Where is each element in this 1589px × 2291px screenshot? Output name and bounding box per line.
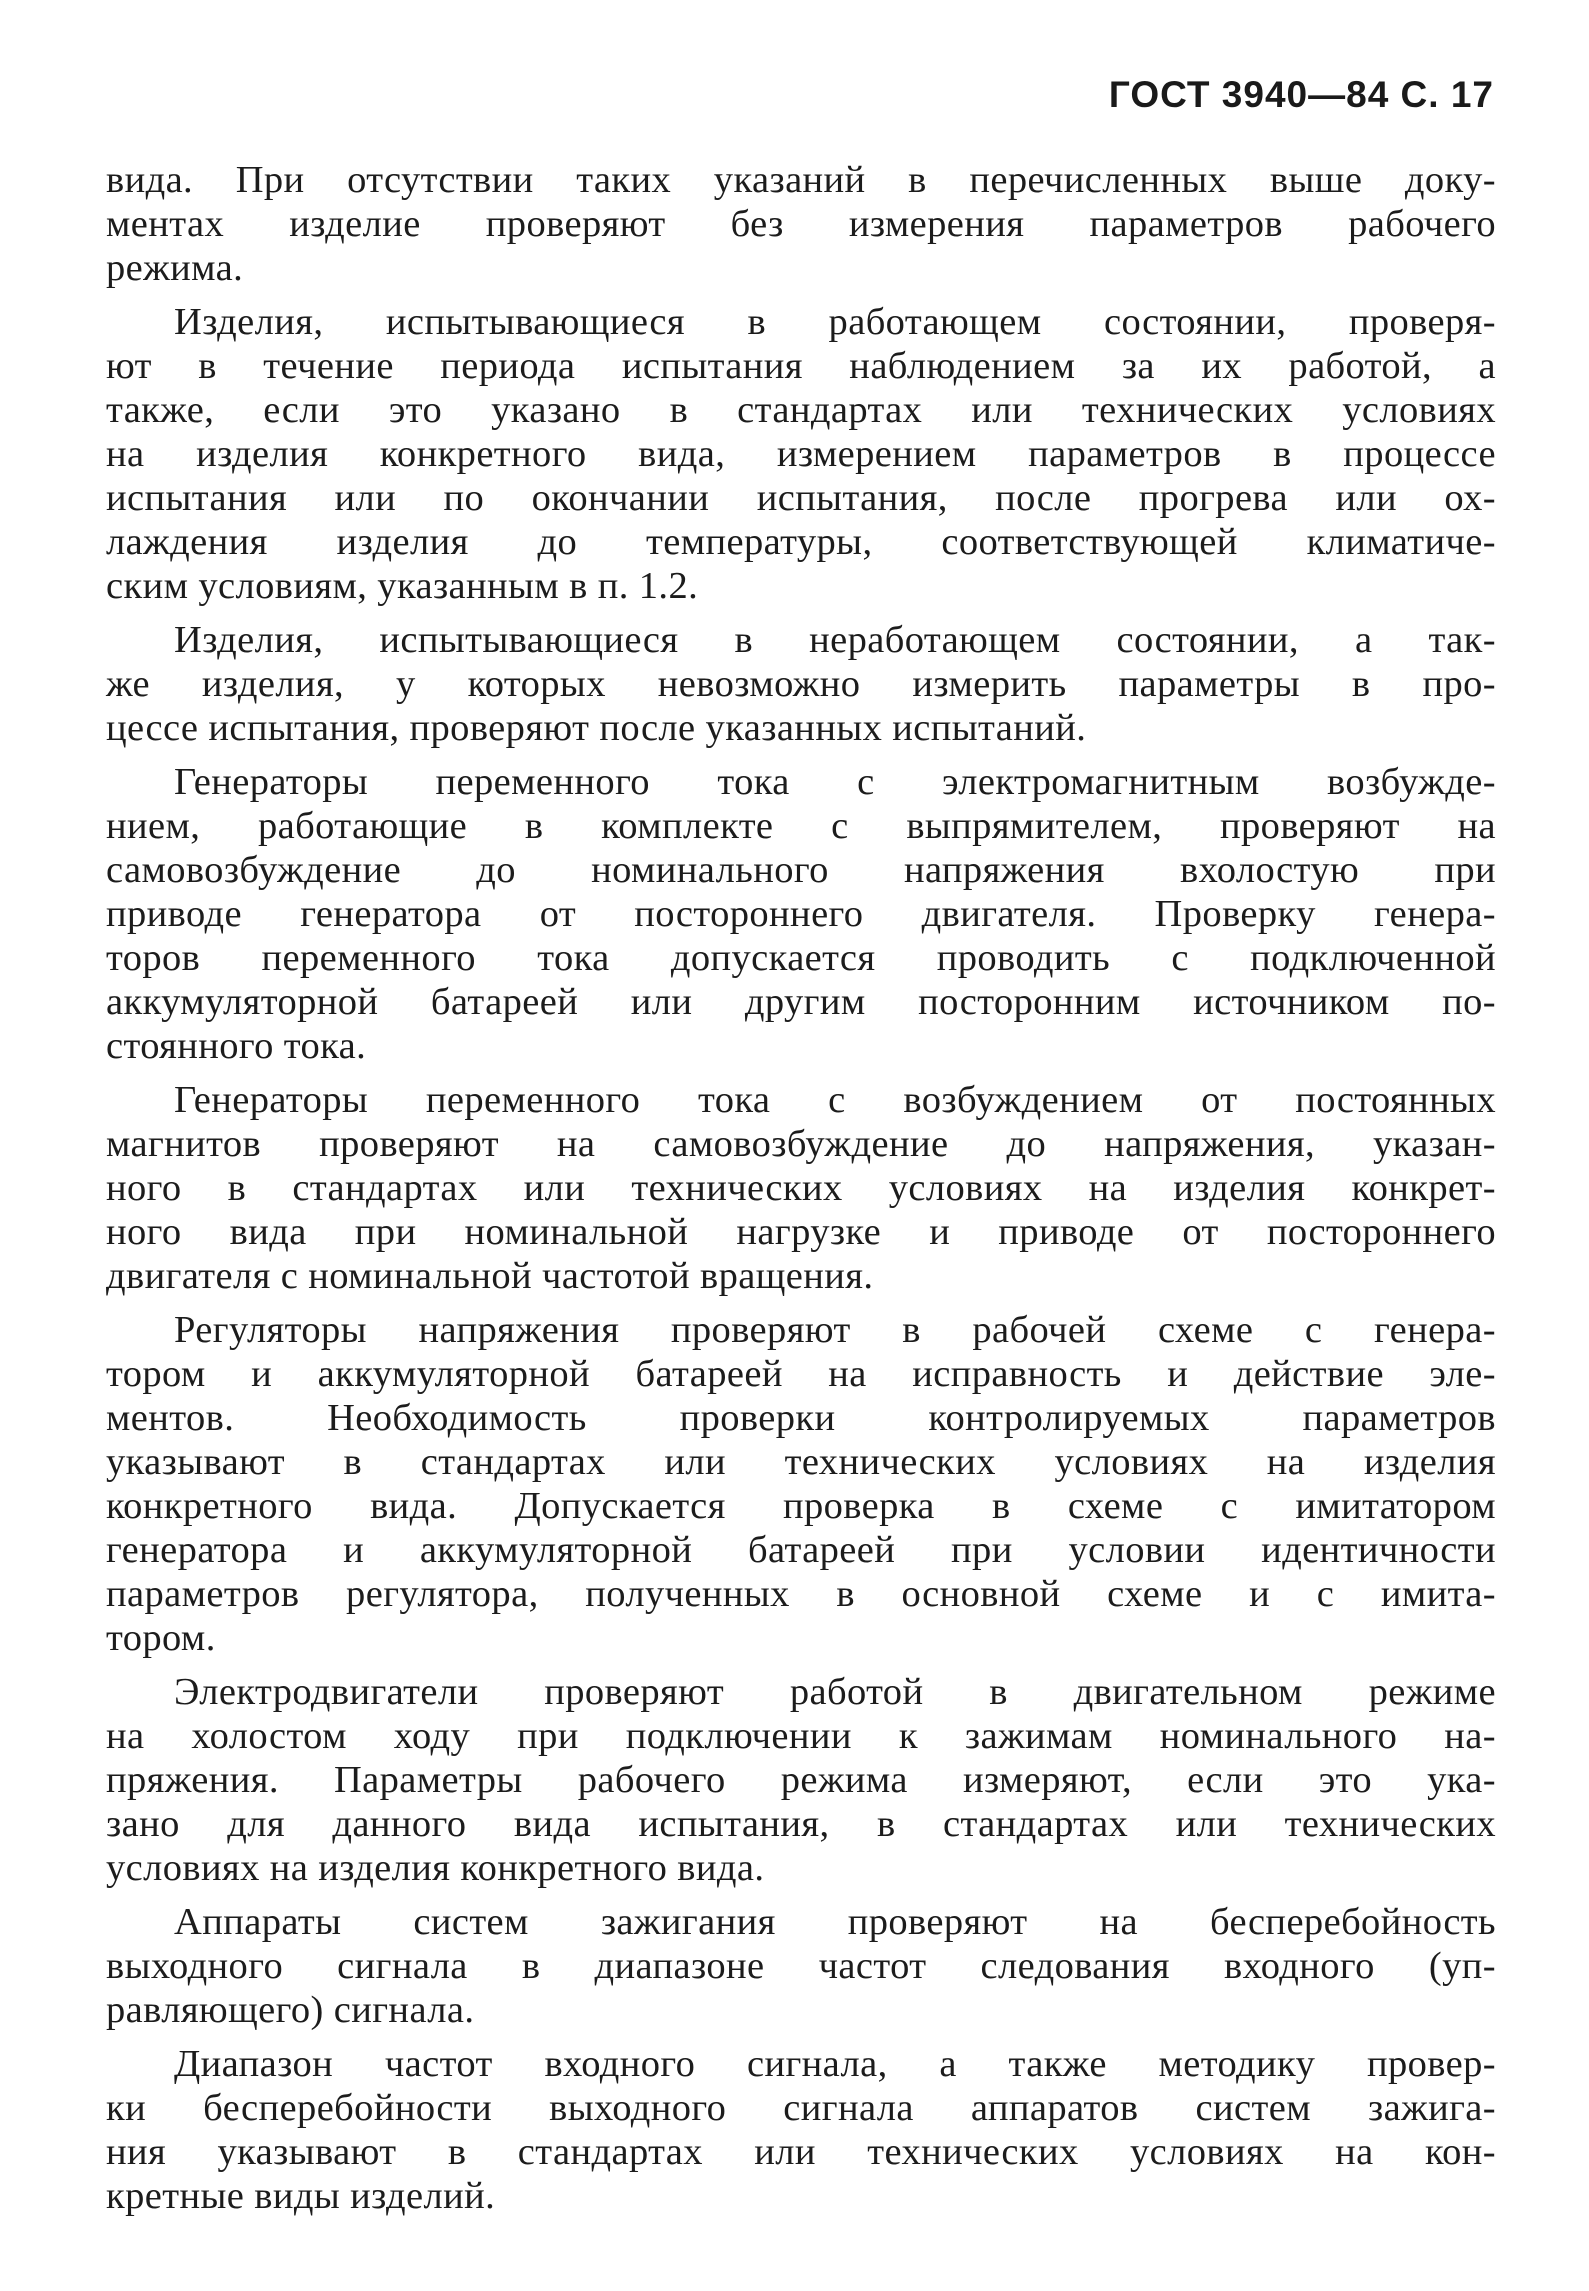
text-line: на изделия конкретного вида, измерением параметров в процессе (106, 433, 1496, 475)
text-line: ским условиям, указанным в п. 1.2. (106, 565, 699, 607)
text-line: тором. (106, 1617, 216, 1659)
text-line: Электродвигатели проверяют работой в двигательном режиме (174, 1671, 1496, 1713)
text-line: указывают в стандартах или технических условиях на изделия (106, 1441, 1496, 1483)
text-line: зано для данного вида испытания, в стандартах или технических (106, 1803, 1496, 1845)
paragraph (106, 1078, 1496, 1298)
text-line: условиях на изделия конкретного вида. (106, 1847, 765, 1889)
text-line: Диапазон частот входного сигнала, а также методику провер- (174, 2043, 1496, 2085)
text-line: испытания или по окончании испытания, после прогрева или ох- (106, 477, 1496, 519)
document-body (106, 158, 1496, 2228)
text-line: Изделия, испытывающиеся в работающем состоянии, проверя- (174, 301, 1496, 343)
text-line: генератора и аккумуляторной батареей при условии идентичности (106, 1529, 1496, 1571)
text-line: ментах изделие проверяют без измерения параметров рабочего (106, 203, 1496, 245)
text-line: двигателя с номинальной частотой вращения. (106, 1255, 874, 1297)
paragraph (106, 1308, 1496, 1660)
paragraph (106, 1900, 1496, 2032)
text-line: же изделия, у которых невозможно измерить параметры в про- (106, 663, 1496, 705)
text-line: торов переменного тока допускается проводить с подключенной (106, 937, 1496, 979)
text-line: ного вида при номинальной нагрузке и приводе от постороннего (106, 1211, 1496, 1253)
text-line: режима. (106, 247, 244, 289)
text-line: ного в стандартах или технических условиях на изделия конкрет- (106, 1167, 1496, 1209)
text-line: вида. При отсутствии таких указаний в перечисленных выше доку- (106, 159, 1496, 201)
text-line: Изделия, испытывающиеся в неработающем состоянии, а так- (174, 619, 1496, 661)
text-line: Генераторы переменного тока с возбуждением от постоянных (174, 1079, 1496, 1121)
text-line: ментов. Необходимость проверки контролируемых параметров (106, 1397, 1496, 1439)
text-line: ки бесперебойности выходного сигнала аппаратов систем зажига- (106, 2087, 1496, 2129)
text-line: Генераторы переменного тока с электромагнитным возбужде- (174, 761, 1496, 803)
paragraph (106, 300, 1496, 608)
running-header: ГОСТ 3940—84 С. 17 (1108, 74, 1494, 115)
paragraph (106, 618, 1496, 750)
text-line: нием, работающие в комплекте с выпрямителем, проверяют на (106, 805, 1496, 847)
text-line: цессе испытания, проверяют после указанных испытаний. (106, 707, 1087, 749)
text-line: аккумуляторной батареей или другим посторонним источником по- (106, 981, 1496, 1023)
text-line: самовозбуждение до номинального напряжения вхолостую при (106, 849, 1496, 891)
text-line: конкретного вида. Допускается проверка в схеме с имитатором (106, 1485, 1496, 1527)
text-line: равляющего) сигнала. (106, 1989, 475, 2031)
text-line: на холостом ходу при подключении к зажимам номинального на- (106, 1715, 1496, 1757)
text-line: Аппараты систем зажигания проверяют на бесперебойность (174, 1901, 1496, 1943)
paragraph (106, 158, 1496, 290)
text-line: Регуляторы напряжения проверяют в рабочей схеме с генера- (174, 1309, 1496, 1351)
text-line: лаждения изделия до температуры, соответствующей климатиче- (106, 521, 1496, 563)
text-line: пряжения. Параметры рабочего режима измеряют, если это ука- (106, 1759, 1496, 1801)
text-line: ния указывают в стандартах или технических условиях на кон- (106, 2131, 1496, 2173)
text-line: стоянного тока. (106, 1025, 367, 1067)
text-line: ют в течение периода испытания наблюдением за их работой, а (106, 345, 1496, 387)
paragraph (106, 2042, 1496, 2218)
text-line: приводе генератора от постороннего двигателя. Проверку генера- (106, 893, 1496, 935)
paragraph (106, 760, 1496, 1068)
text-line: магнитов проверяют на самовозбуждение до напряжения, указан- (106, 1123, 1496, 1165)
text-line: тором и аккумуляторной батареей на исправность и действие эле- (106, 1353, 1496, 1395)
text-line: выходного сигнала в диапазоне частот следования входного (уп- (106, 1945, 1496, 1987)
text-line: кретные виды изделий. (106, 2175, 496, 2217)
paragraph (106, 1670, 1496, 1890)
text-line: также, если это указано в стандартах или технических условиях (106, 389, 1496, 431)
text-line: параметров регулятора, полученных в основной схеме и с имита- (106, 1573, 1496, 1615)
